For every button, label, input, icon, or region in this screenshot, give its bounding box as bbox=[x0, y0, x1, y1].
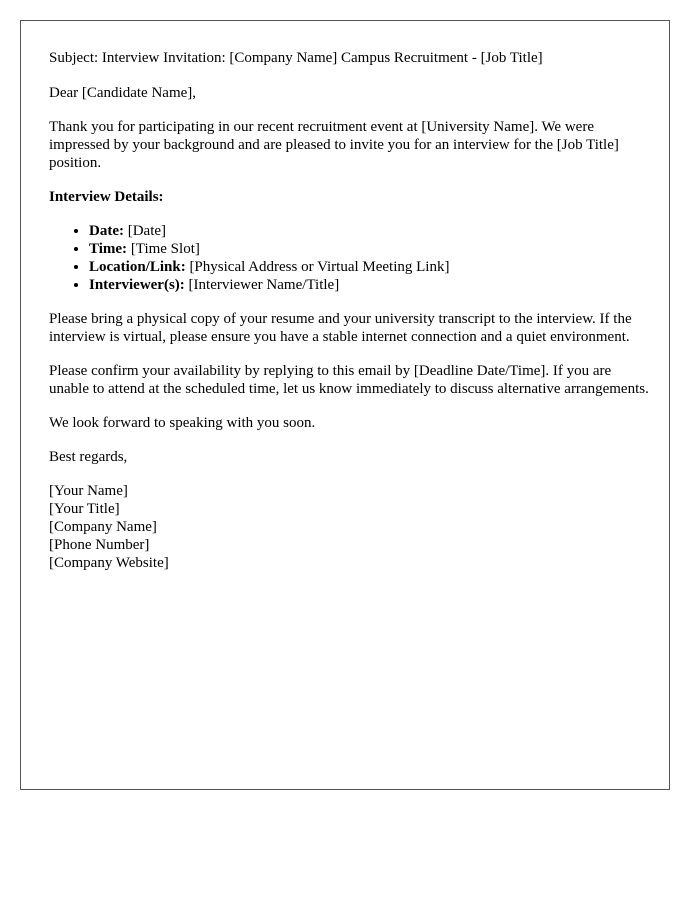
detail-item-location bbox=[89, 258, 649, 276]
signature-name: [Your Name] bbox=[49, 483, 128, 499]
sign-off: Best regards, bbox=[49, 449, 128, 465]
detail-value: [Time Slot] bbox=[130, 241, 200, 257]
detail-label: Time: bbox=[89, 241, 128, 257]
closing-line: We look forward to speaking with you soon. bbox=[49, 415, 316, 431]
detail-value: [Date] bbox=[127, 223, 167, 239]
detail-item-time bbox=[89, 240, 649, 258]
signature-title: [Your Title] bbox=[49, 501, 120, 517]
interview-details-heading: Interview Details: bbox=[49, 189, 164, 205]
signature-website: [Company Website] bbox=[49, 555, 169, 571]
detail-item-date bbox=[89, 222, 649, 240]
signature-phone: [Phone Number] bbox=[49, 537, 150, 553]
detail-value: [Physical Address or Virtual Meeting Link] bbox=[189, 259, 450, 275]
detail-item-interviewers bbox=[89, 276, 649, 294]
greeting: Dear [Candidate Name], bbox=[49, 85, 197, 101]
signature-block bbox=[49, 482, 649, 572]
signature-company: [Company Name] bbox=[49, 519, 157, 535]
letter-container bbox=[20, 20, 670, 790]
detail-label: Date: bbox=[89, 223, 124, 239]
email-subject: Subject: Interview Invitation: [Company Name] Campus Recruitment - [Job Title] bbox=[49, 50, 543, 66]
detail-value: [Interviewer Name/Title] bbox=[188, 277, 340, 293]
interview-details-list bbox=[49, 222, 649, 294]
detail-label: Interviewer(s): bbox=[89, 277, 185, 293]
detail-label: Location/Link: bbox=[89, 259, 186, 275]
confirm-availability-paragraph: Please confirm your availability by replying to this email by [Deadline Date/Time]. If you are unable to attend at the scheduled time, let us know immediately to discuss alternative arrangements. bbox=[49, 363, 649, 397]
intro-paragraph: Thank you for participating in our recent recruitment event at [University Name]. We were impressed by your background and are pleased to invite you for an interview for the [Job Title] position. bbox=[49, 119, 619, 171]
bring-documents-paragraph: Please bring a physical copy of your resume and your university transcript to the interview. If the interview is virtual, please ensure you have a stable internet connection and a quiet environment. bbox=[49, 311, 632, 345]
